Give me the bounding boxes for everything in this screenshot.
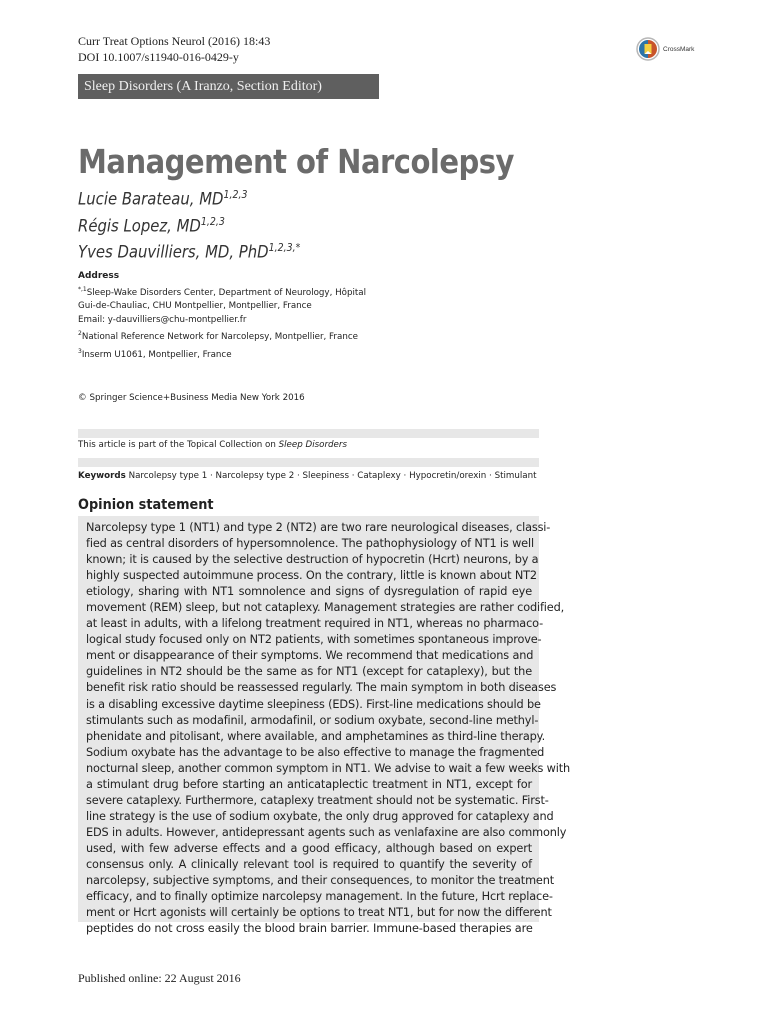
opinion-line: guidelines in NT2 should be the same as for NT1 (except for cataplexy), but the — [86, 665, 532, 679]
opinion-line: a stimulant drug before starting an anticataplectic treatment in NT1, except for — [86, 777, 532, 791]
opinion-line: ment or disappearance of their symptoms. We recommend that medications and — [86, 649, 534, 663]
opinion-line: used, with few adverse effects and a good efficacy, although based on expert — [86, 841, 532, 855]
opinion-line: EDS in adults. However, antidepressant agents such as venlafaxine are also commonly — [86, 825, 567, 839]
opinion-line: consensus only. A clinically relevant tool is required to quantify the severity of — [86, 857, 532, 871]
opinion-line: movement (REM) sleep, but not cataplexy. Management strategies are rather codified, — [86, 601, 565, 615]
crossmark-badge[interactable] — [636, 36, 700, 62]
opinion-statement-box — [78, 516, 571, 936]
keywords-label: Keywords — [78, 471, 126, 481]
copyright-notice: © Springer Science+Business Media New York 2016 — [78, 393, 305, 403]
author: Yves Dauvilliers, MD, PhD$^{1,2,3,*}$ — [78, 242, 301, 262]
author-affiliation-marks: 1,2,3,* — [268, 242, 301, 254]
opinion-line: logical study focused only on NT2 patients, with sometimes spontaneous improve- — [86, 633, 542, 647]
opinion-line: stimulants such as modafinil, armodafinil, or sodium oxybate, second-line methyl- — [86, 713, 539, 727]
opinion-line: ment or Hcrt agonists will certainly be options to treat NT1, but for now the different — [86, 906, 552, 920]
section-banner: Sleep Disorders (A Iranzo, Section Editor) — [78, 74, 379, 99]
opinion-line: etiology, sharing with NT1 somnolence and signs of dysregulation of rapid eye — [86, 585, 532, 599]
doi[interactable]: DOI 10.1007/s11940-016-0429-y — [78, 49, 239, 64]
address-email[interactable]: Email: y-dauvilliers@chu-montpellier.fr — [78, 314, 247, 325]
keywords-list: Narcolepsy type 1 · Narcolepsy type 2 · Sleepiness · Cataplexy · Hypocretin/orexin · Stimulant — [128, 471, 537, 481]
opinion-line: Narcolepsy type 1 (NT1) and type 2 (NT2) are two rare neurological diseases, classi- — [86, 521, 551, 534]
address-line: Gui-de-Chauliac, CHU Montpellier, Montpellier, France — [78, 301, 312, 312]
address-line: $^3$Inserm U1061, Montpellier, France — [78, 347, 232, 360]
opinion-line: known; it is caused by the selective destruction of hypocretin (Hcrt) neurons, by a — [86, 553, 539, 567]
opinion-line: efficacy, and to finally optimize narcolepsy management. In the future, Hcrt replace- — [86, 890, 553, 904]
address-heading: Address — [78, 271, 120, 281]
author: Régis Lopez, MD$^{1,2,3}$ — [78, 215, 225, 235]
divider-bar — [78, 458, 539, 467]
opinion-line: at least in adults, with a lifelong treatment required in NT1, whereas no pharmaco- — [86, 617, 544, 631]
address-line: $^{*,1}$Sleep-Wake Disorders Center, Department of Neurology, Hôpital — [78, 286, 367, 298]
opinion-line: highly suspected autoimmune process. On the contrary, little is known about NT2 — [86, 569, 537, 583]
opinion-line: Sodium oxybate has the advantage to be also effective to manage the fragmented — [86, 745, 545, 759]
opinion-line: is a disabling excessive daytime sleepiness (EDS). First-line medications should be — [86, 697, 541, 711]
author-affiliation-marks: 1,2,3 — [200, 215, 225, 228]
opinion-line: fied as central disorders of hypersomnolence. The pathophysiology of NT1 is well — [86, 537, 534, 551]
topical-collection-note: This article is part of the Topical Collection on Sleep Disorders — [78, 440, 347, 450]
divider-bar — [78, 429, 539, 438]
opinion-line: phenidate and pitolisant, where available, and amphetamines as third-line therapy. — [86, 729, 546, 743]
crossmark-label: CrossMark — [663, 45, 695, 53]
journal-citation: Curr Treat Options Neurol (2016) 18:43 — [78, 34, 271, 48]
opinion-line: benefit risk ratio should be reassessed regularly. The main symptom in both diseases — [86, 681, 557, 695]
article-title: Management of Narcolepsy — [78, 142, 514, 181]
opinion-line: nocturnal sleep, another common symptom in NT1. We advise to wait a few weeks with — [86, 761, 571, 775]
author: Lucie Barateau, MD$^{1,2,3}$ — [78, 189, 248, 209]
opinion-line: severe cataplexy. Furthermore, cataplexy treatment should not be systematic. First- — [86, 793, 549, 807]
collection-name[interactable]: Sleep Disorders — [278, 440, 347, 450]
opinion-heading: Opinion statement — [78, 497, 214, 513]
opinion-line: line strategy is the use of sodium oxybate, the only drug approved for cataplexy and — [86, 809, 554, 823]
author-list — [78, 184, 325, 264]
opinion-line: peptides do not cross easily the blood brain barrier. Immune-based therapies are — [86, 922, 533, 936]
keywords — [78, 471, 537, 481]
crossmark-icon — [636, 37, 660, 61]
publication-date: Published online: 22 August 2016 — [78, 971, 241, 985]
journal-header — [78, 34, 270, 65]
address-line: $^2$National Reference Network for Narcolepsy, Montpellier, France — [78, 330, 358, 343]
address-block — [78, 271, 366, 362]
author-affiliation-marks: 1,2,3 — [223, 189, 248, 201]
opinion-line: narcolepsy, subjective symptoms, and their consequences, to monitor the treatment — [86, 874, 555, 888]
